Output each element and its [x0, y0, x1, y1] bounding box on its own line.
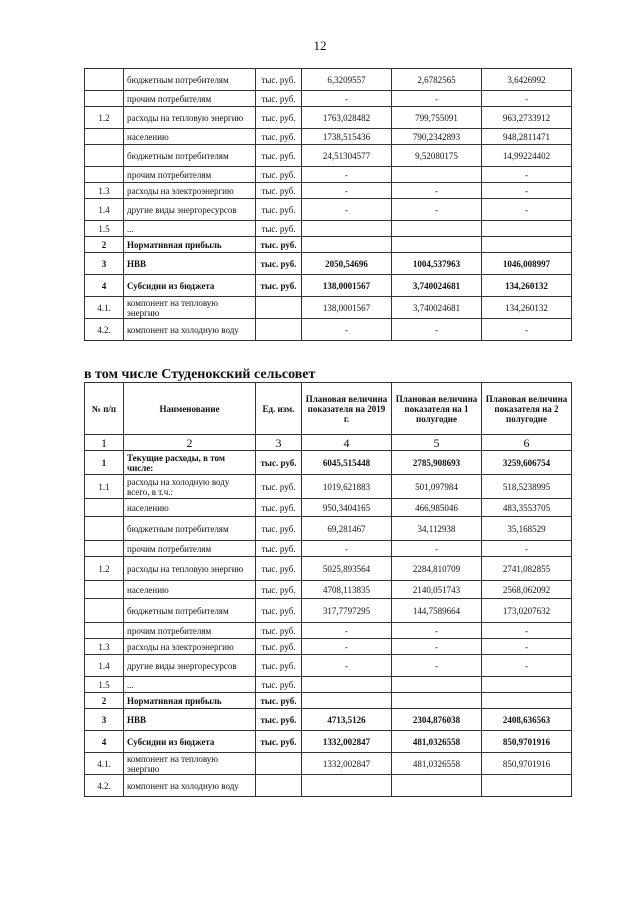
column-number: 3 [256, 435, 302, 451]
value-2019: - [302, 541, 392, 557]
table-row [85, 753, 572, 775]
row-number: 1.4 [85, 199, 124, 221]
row-number: 1.5 [85, 677, 124, 693]
row-name: расходы на электроэнергию [124, 183, 256, 199]
row-unit: тыс. руб. [256, 199, 302, 221]
row-number [85, 623, 124, 639]
row-number [85, 129, 124, 145]
row-unit [256, 297, 302, 319]
value-half-2: 2741,082855 [482, 557, 572, 581]
header-cell: Ед. изм. [256, 383, 302, 435]
value-half-2: 3259,606754 [482, 451, 572, 475]
row-number: 1.1 [85, 475, 124, 499]
row-number: 1.2 [85, 107, 124, 129]
column-number: 1 [85, 435, 124, 451]
header-cell: Плановая величина показателя на 2 полугодие [482, 383, 572, 435]
value-half-1: 1004,537963 [392, 253, 482, 275]
value-half-2: 850,9701916 [482, 731, 572, 753]
row-unit: тыс. руб. [256, 475, 302, 499]
table-row [85, 183, 572, 199]
column-number: 6 [482, 435, 572, 451]
value-half-1: - [392, 655, 482, 677]
value-half-2 [482, 677, 572, 693]
value-2019: 6045,515448 [302, 451, 392, 475]
value-half-1: 144,7589664 [392, 599, 482, 623]
table-row [85, 655, 572, 677]
row-unit: тыс. руб. [256, 451, 302, 475]
row-unit: тыс. руб. [256, 275, 302, 297]
column-number: 5 [392, 435, 482, 451]
table-row [85, 499, 572, 517]
row-number: 1.2 [85, 557, 124, 581]
table-row [85, 237, 572, 253]
row-unit: тыс. руб. [256, 599, 302, 623]
row-number: 3 [85, 253, 124, 275]
table-row [85, 199, 572, 221]
value-half-2: 518,5238995 [482, 475, 572, 499]
value-2019: 4708,113835 [302, 581, 392, 599]
row-name: бюджетным потребителям [124, 145, 256, 167]
row-name: прочим потребителям [124, 623, 256, 639]
value-2019 [302, 221, 392, 237]
value-half-1 [392, 167, 482, 183]
row-name: бюджетным потребителям [124, 599, 256, 623]
value-2019: - [302, 639, 392, 655]
row-unit: тыс. руб. [256, 693, 302, 709]
table-row [85, 129, 572, 145]
row-unit: тыс. руб. [256, 91, 302, 107]
row-number: 3 [85, 709, 124, 731]
value-2019: 138,0001567 [302, 275, 392, 297]
value-half-2: 948,2811471 [482, 129, 572, 145]
header-cell: № п/п [85, 383, 124, 435]
row-number [85, 91, 124, 107]
table-row [85, 297, 572, 319]
value-half-2: 483,3553705 [482, 499, 572, 517]
row-unit: тыс. руб. [256, 221, 302, 237]
value-half-1: - [392, 183, 482, 199]
value-2019 [302, 775, 392, 797]
table-row [85, 775, 572, 797]
row-number: 1.3 [85, 639, 124, 655]
table-row [85, 677, 572, 693]
header-cell: Плановая величина показателя на 2019 г. [302, 383, 392, 435]
row-number: 4.2. [85, 319, 124, 341]
row-unit: тыс. руб. [256, 557, 302, 581]
row-name: расходы на электроэнергию [124, 639, 256, 655]
row-name: Субсидии из бюджета [124, 275, 256, 297]
table-row [85, 639, 572, 655]
value-2019: 1332,002847 [302, 753, 392, 775]
row-unit: тыс. руб. [256, 145, 302, 167]
row-name: НВВ [124, 709, 256, 731]
row-unit: тыс. руб. [256, 581, 302, 599]
value-half-1: - [392, 541, 482, 557]
value-half-1 [392, 775, 482, 797]
row-name: прочим потребителям [124, 167, 256, 183]
budget-table-continued [84, 68, 572, 341]
row-number [85, 499, 124, 517]
row-unit: тыс. руб. [256, 623, 302, 639]
value-half-1: 799,755091 [392, 107, 482, 129]
row-name: прочим потребителям [124, 541, 256, 557]
value-half-2: 35,168529 [482, 517, 572, 541]
value-half-1: 3,740024681 [392, 275, 482, 297]
row-unit: тыс. руб. [256, 517, 302, 541]
column-number: 2 [124, 435, 256, 451]
table-row [85, 709, 572, 731]
row-unit [256, 753, 302, 775]
row-name: компонент на холодную воду [124, 319, 256, 341]
value-half-2: - [482, 167, 572, 183]
table-row [85, 91, 572, 107]
table-row [85, 599, 572, 623]
row-name: Субсидии из бюджета [124, 731, 256, 753]
row-name: другие виды энергоресурсов [124, 199, 256, 221]
table-row [85, 107, 572, 129]
value-half-2: 134,260132 [482, 275, 572, 297]
table-row [85, 167, 572, 183]
value-half-1: 2,6782565 [392, 69, 482, 91]
value-half-1 [392, 677, 482, 693]
value-half-1: 2304,876038 [392, 709, 482, 731]
row-number: 1 [85, 451, 124, 475]
header-cell: Плановая величина показателя на 1 полугодие [392, 383, 482, 435]
value-2019 [302, 677, 392, 693]
row-name: Текущие расходы, в том числе: [124, 451, 256, 475]
value-half-2: - [482, 639, 572, 655]
value-half-2: 14,99224402 [482, 145, 572, 167]
row-name: прочим потребителям [124, 91, 256, 107]
row-name: Нормативная прибыль [124, 237, 256, 253]
row-number: 1.4 [85, 655, 124, 677]
row-unit: тыс. руб. [256, 253, 302, 275]
value-half-2: - [482, 319, 572, 341]
row-name: Нормативная прибыль [124, 693, 256, 709]
value-half-1: 481,0326558 [392, 731, 482, 753]
value-half-2 [482, 221, 572, 237]
value-half-2: - [482, 183, 572, 199]
row-number: 4 [85, 275, 124, 297]
row-name: расходы на холодную воду всего, в т.ч.: [124, 475, 256, 499]
row-name: ... [124, 677, 256, 693]
value-2019: 6,3209557 [302, 69, 392, 91]
value-2019: - [302, 183, 392, 199]
value-half-1: - [392, 639, 482, 655]
row-name: расходы на тепловую энергию [124, 557, 256, 581]
section-heading: в том числе Студенокский сельсовет [84, 367, 316, 382]
row-name: бюджетным потребителям [124, 69, 256, 91]
value-half-2: 850,9701916 [482, 753, 572, 775]
value-half-1: - [392, 199, 482, 221]
value-2019: - [302, 91, 392, 107]
row-number: 2 [85, 693, 124, 709]
value-half-2: 3,6426992 [482, 69, 572, 91]
row-unit [256, 319, 302, 341]
row-name: населению [124, 581, 256, 599]
table-row [85, 145, 572, 167]
row-number: 2 [85, 237, 124, 253]
row-unit: тыс. руб. [256, 107, 302, 129]
header-cell: Наименование [124, 383, 256, 435]
value-2019: 317,7797295 [302, 599, 392, 623]
row-name: компонент на тепловую энергию [124, 753, 256, 775]
row-number: 1.5 [85, 221, 124, 237]
row-number [85, 541, 124, 557]
value-half-1: - [392, 91, 482, 107]
row-number [85, 581, 124, 599]
row-name: ... [124, 221, 256, 237]
table-row [85, 275, 572, 297]
column-number: 4 [302, 435, 392, 451]
value-half-2: 134,260132 [482, 297, 572, 319]
row-name: НВВ [124, 253, 256, 275]
value-2019: 5025,893564 [302, 557, 392, 581]
table-header-row [85, 383, 572, 435]
row-unit: тыс. руб. [256, 183, 302, 199]
table-row [85, 517, 572, 541]
value-half-2: - [482, 541, 572, 557]
value-2019: 138,0001567 [302, 297, 392, 319]
row-number [85, 599, 124, 623]
value-half-2: - [482, 655, 572, 677]
row-name: населению [124, 129, 256, 145]
value-half-1: 9,52080175 [392, 145, 482, 167]
value-half-1: 466,985046 [392, 499, 482, 517]
value-half-1: 2785,908693 [392, 451, 482, 475]
row-unit: тыс. руб. [256, 639, 302, 655]
value-half-1: 2140,051743 [392, 581, 482, 599]
value-half-1: 34,112938 [392, 517, 482, 541]
row-number [85, 145, 124, 167]
row-number: 4.1. [85, 753, 124, 775]
table-row [85, 221, 572, 237]
column-number-row [85, 435, 572, 451]
value-2019: - [302, 623, 392, 639]
value-half-2: - [482, 623, 572, 639]
value-2019: 24,51304577 [302, 145, 392, 167]
value-2019: 1738,515436 [302, 129, 392, 145]
table-row [85, 253, 572, 275]
value-half-1: - [392, 319, 482, 341]
row-number: 4.1. [85, 297, 124, 319]
row-unit: тыс. руб. [256, 541, 302, 557]
value-half-1 [392, 221, 482, 237]
table-row [85, 319, 572, 341]
value-half-2 [482, 693, 572, 709]
studenoksky-budget-table [84, 382, 572, 797]
value-2019: - [302, 319, 392, 341]
row-number [85, 167, 124, 183]
row-name: другие виды энергоресурсов [124, 655, 256, 677]
value-half-2: 2408,636563 [482, 709, 572, 731]
value-2019: 1019,621883 [302, 475, 392, 499]
table-row [85, 557, 572, 581]
value-half-2: 2568,062092 [482, 581, 572, 599]
value-half-2: 963,2733912 [482, 107, 572, 129]
value-2019 [302, 693, 392, 709]
row-number [85, 69, 124, 91]
row-name: населению [124, 499, 256, 517]
row-unit: тыс. руб. [256, 129, 302, 145]
row-unit: тыс. руб. [256, 709, 302, 731]
value-2019: 2050,54696 [302, 253, 392, 275]
value-half-1 [392, 693, 482, 709]
value-half-1: 481,0326558 [392, 753, 482, 775]
value-2019: - [302, 199, 392, 221]
value-2019: - [302, 167, 392, 183]
value-half-1: 790,2342893 [392, 129, 482, 145]
value-half-2 [482, 775, 572, 797]
value-half-2 [482, 237, 572, 253]
table-row [85, 581, 572, 599]
table-row [85, 541, 572, 557]
table-row [85, 69, 572, 91]
value-2019: 69,281467 [302, 517, 392, 541]
value-2019: 950,3404165 [302, 499, 392, 517]
table-row [85, 693, 572, 709]
value-2019: 1332,002847 [302, 731, 392, 753]
row-name: компонент на тепловую энергию [124, 297, 256, 319]
row-number: 1.3 [85, 183, 124, 199]
value-half-2: 1046,008997 [482, 253, 572, 275]
value-half-2: 173,0207632 [482, 599, 572, 623]
row-unit: тыс. руб. [256, 167, 302, 183]
value-2019: - [302, 655, 392, 677]
row-number [85, 517, 124, 541]
row-unit: тыс. руб. [256, 677, 302, 693]
page-number: 12 [313, 38, 327, 53]
value-2019: 4713,5126 [302, 709, 392, 731]
row-unit [256, 775, 302, 797]
value-half-1: 3,740024681 [392, 297, 482, 319]
row-unit: тыс. руб. [256, 731, 302, 753]
row-unit: тыс. руб. [256, 655, 302, 677]
table-row [85, 475, 572, 499]
row-name: расходы на тепловую энергию [124, 107, 256, 129]
row-unit: тыс. руб. [256, 499, 302, 517]
table-row [85, 731, 572, 753]
table-row [85, 623, 572, 639]
value-2019 [302, 237, 392, 253]
value-half-1 [392, 237, 482, 253]
value-2019: 1763,028482 [302, 107, 392, 129]
row-number: 4 [85, 731, 124, 753]
value-half-2: - [482, 91, 572, 107]
value-half-1: 2284,810709 [392, 557, 482, 581]
value-half-2: - [482, 199, 572, 221]
value-half-1: 501,097984 [392, 475, 482, 499]
row-number: 4.2. [85, 775, 124, 797]
row-name: бюджетным потребителям [124, 517, 256, 541]
row-name: компонент на холодную воду [124, 775, 256, 797]
row-unit: тыс. руб. [256, 237, 302, 253]
value-half-1: - [392, 623, 482, 639]
row-unit: тыс. руб. [256, 69, 302, 91]
table-row [85, 451, 572, 475]
